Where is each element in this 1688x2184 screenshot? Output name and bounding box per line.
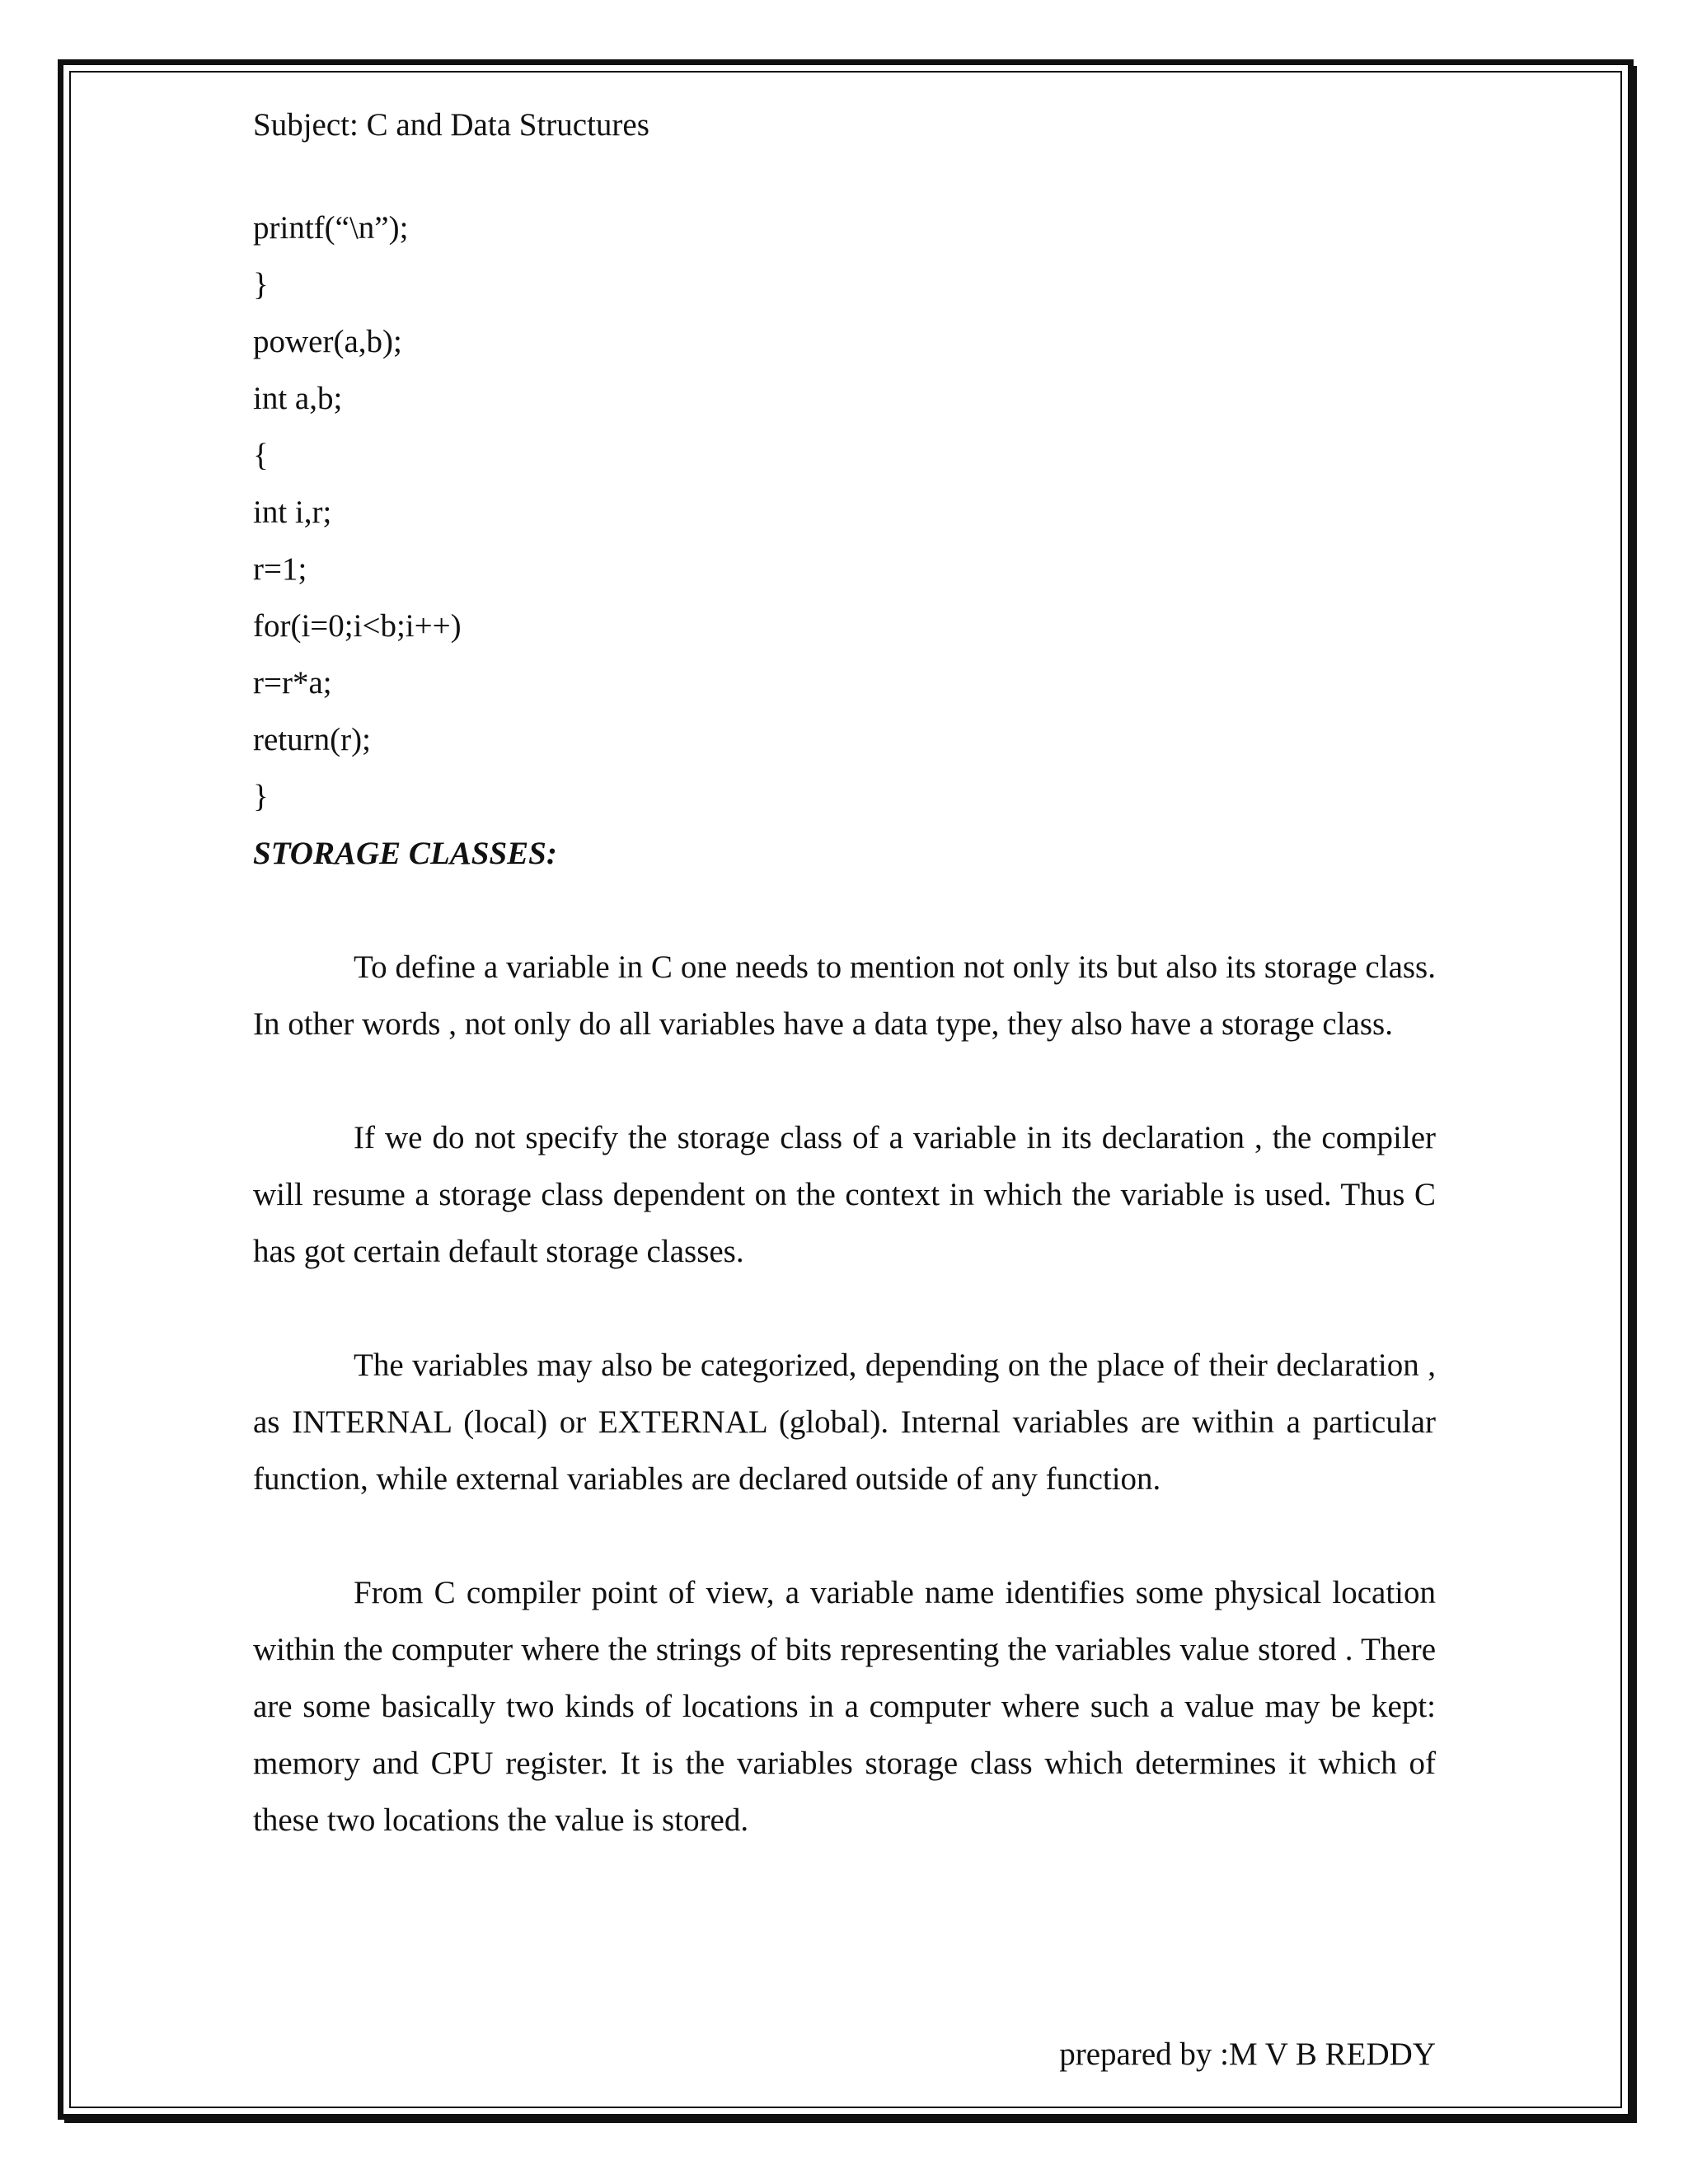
paragraph: From C compiler point of view, a variable name identifies some physical location within the computer where the strings of bits representing the variables value stored . There are some basically two kinds of locations in a computer where such a value may be kept: memory and CPU register. It is the variables storage class which determines it which of these two locations the value is stored.: [253, 1575, 1436, 1838]
page-border-shadow-right: [1634, 66, 1637, 2123]
footer-credit: prepared by :M V B REDDY: [1059, 2036, 1436, 2072]
code-line: int a,b;: [253, 381, 343, 416]
code-line: for(i=0;i<b;i++): [253, 608, 462, 644]
page-content: [253, 97, 1436, 1849]
paragraph: If we do not specify the storage class of a variable in its declaration , the compiler will resume a storage class dependent on the context in which the variable is used. Thus C has got certain default storage classes.: [253, 1120, 1436, 1269]
code-line: r=r*a;: [253, 665, 332, 701]
code-line: }: [253, 779, 269, 814]
paragraph: The variables may also be categorized, depending on the place of their declaration , as INTERNAL (local) or EXTERNAL (global). Internal variables are within a particular function, while external variables are declared outside of any function.: [253, 1347, 1436, 1497]
code-line: power(a,b);: [253, 324, 402, 359]
code-line: r=1;: [253, 551, 307, 587]
code-block: [253, 199, 1436, 825]
paragraph: To define a variable in C one needs to mention not only its but also its storage class. In other words , not only do all variables have a data type, they also have a storage class.: [253, 949, 1436, 1042]
subject-header: Subject: C and Data Structures: [253, 107, 649, 143]
code-line: return(r);: [253, 722, 371, 757]
code-line: }: [253, 267, 269, 302]
page-border-shadow-bottom: [64, 2120, 1637, 2123]
code-line: int i,r;: [253, 494, 332, 530]
code-line: {: [253, 438, 269, 473]
code-line: printf(“\n”);: [253, 210, 409, 246]
section-heading: STORAGE CLASSES:: [253, 836, 557, 871]
